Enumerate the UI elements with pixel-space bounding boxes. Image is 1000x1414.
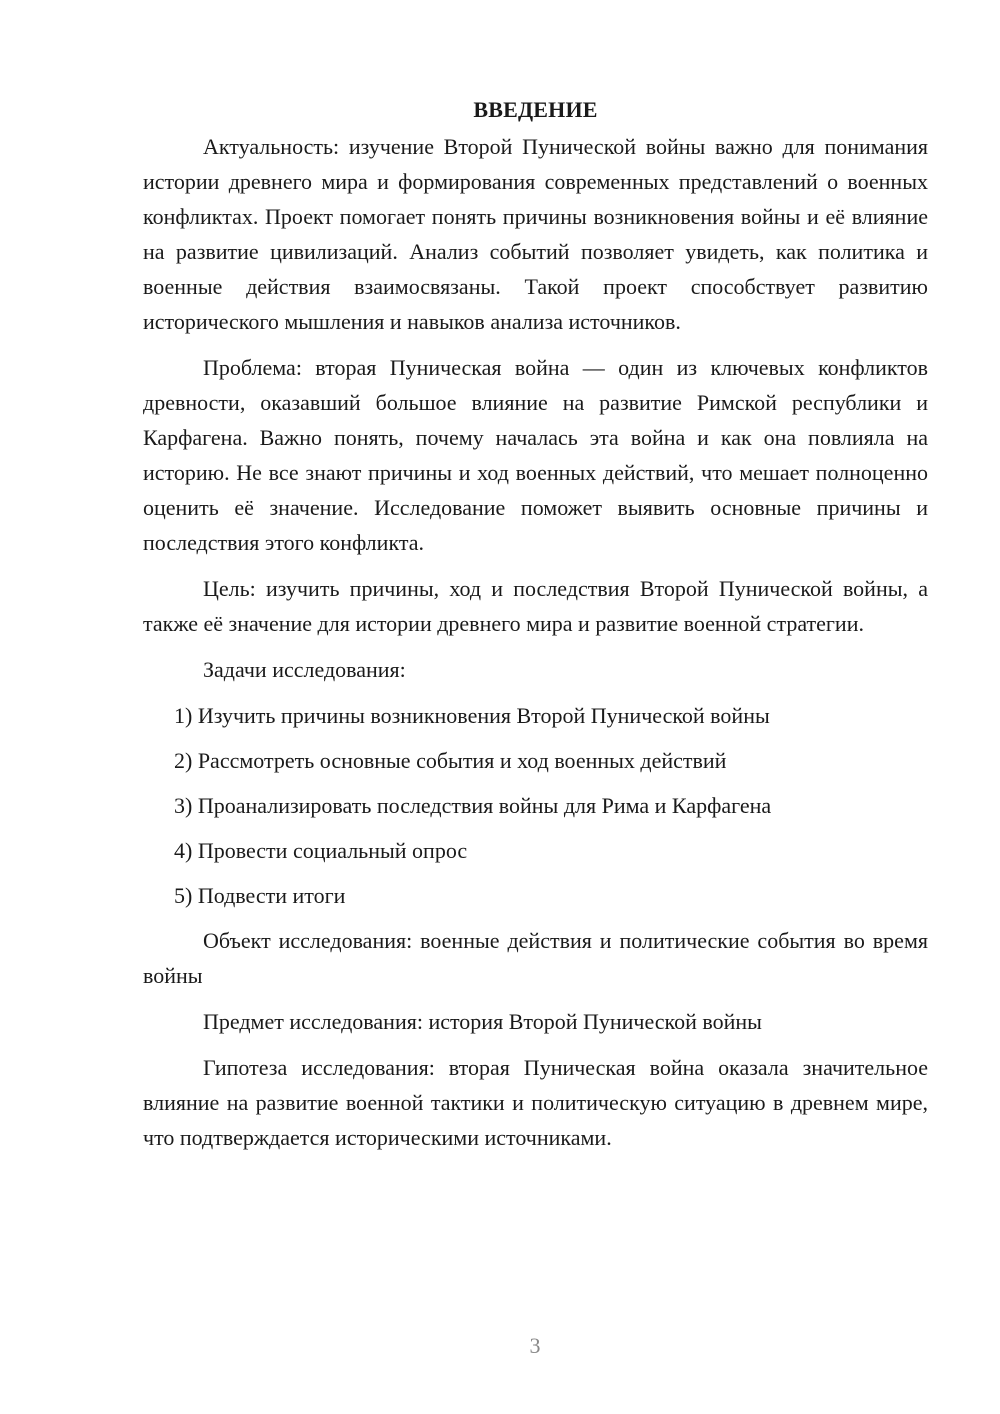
section-heading: ВВЕДЕНИЕ bbox=[473, 97, 598, 122]
task-item: 3) Проанализировать последствия войны для Рима и Карфагена bbox=[174, 793, 772, 818]
task-item: 1) Изучить причины возникновения Второй Пунической войны bbox=[174, 703, 770, 728]
document-page bbox=[143, 92, 928, 1166]
paragraph-hypothesis: Гипотеза исследования: вторая Пуническая война оказала значительное влияние на развитие военной тактики и политическую ситуацию в древнем мире, что подтверждается историческими источниками. bbox=[143, 1055, 928, 1150]
paragraph-goal: Цель: изучить причины, ход и последствия Второй Пунической войны, а также её значение для истории древнего мира и развитие военной стратегии. bbox=[143, 576, 928, 636]
paragraph-object: Объект исследования: военные действия и политические события во время войны bbox=[143, 928, 928, 988]
paragraph-problem: Проблема: вторая Пуническая война — один из ключевых конфликтов древности, оказавший большое влияние на развитие Римской республики и Карфагена. Важно понять, почему началась эта война и как она повлияла на историю. Не все знают причины и ход военных действий, что мешает полноценно оценить её значение. Исследование поможет выявить основные причины и последствия этого конфликта. bbox=[143, 355, 928, 555]
task-item: 5) Подвести итоги bbox=[174, 883, 346, 908]
paragraph-relevance: Актуальность: изучение Второй Пунической войны важно для понимания истории древнего мира и формирования современных представлений о военных конфликтах. Проект помогает понять причины возникновения войны и её влияние на развитие цивилизаций. Анализ событий позволяет увидеть, как политика и военные действия взаимосвязаны. Такой проект способствует развитию исторического мышления и навыков анализа источников. bbox=[143, 134, 928, 334]
task-item: 2) Рассмотреть основные события и ход военных действий bbox=[174, 748, 727, 773]
task-item: 4) Провести социальный опрос bbox=[174, 838, 468, 863]
paragraph-subject: Предмет исследования: история Второй Пунической войны bbox=[203, 1009, 762, 1034]
page-number: 3 bbox=[529, 1333, 541, 1358]
tasks-list bbox=[143, 698, 928, 913]
paragraph-tasks-intro: Задачи исследования: bbox=[203, 657, 406, 682]
